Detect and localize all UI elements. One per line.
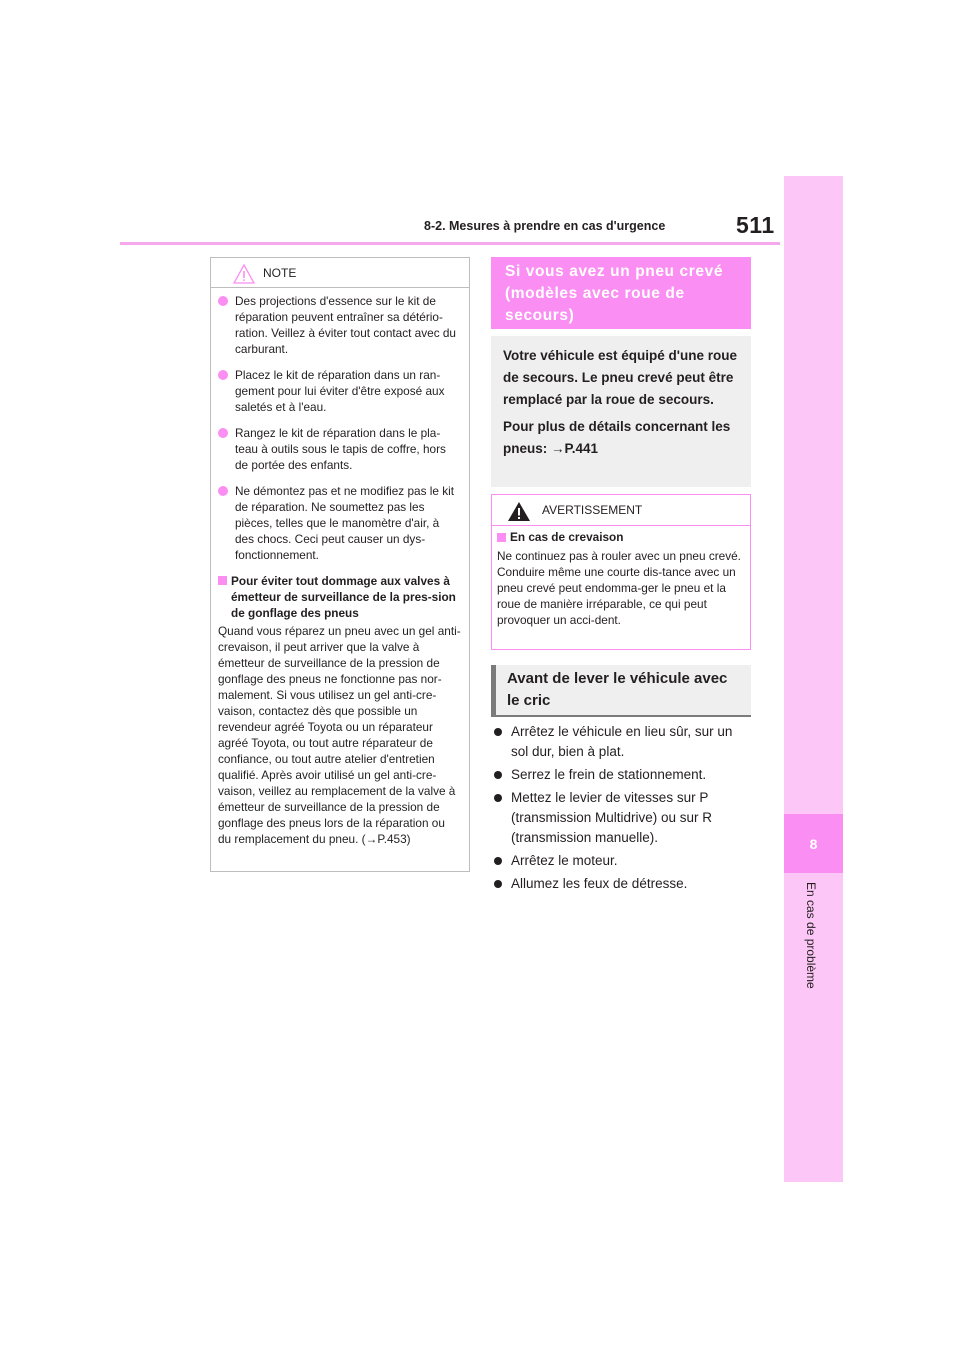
- step-text: Arrêtez le moteur.: [511, 853, 618, 868]
- note-item: [218, 293, 461, 357]
- note-item-text: Ne démontez pas et ne modifiez pas le kit de réparation. Ne soumettez pas les pièces, telles que le manomètre d'air, à des chocs. Ceci peut causer un dys-fonctionnement.: [235, 484, 455, 562]
- note-header: [211, 258, 469, 288]
- step-text: Serrez le frein de stationnement.: [511, 767, 707, 782]
- list-item: [491, 765, 753, 785]
- step-text: Arrêtez le véhicule en lieu sûr, sur un sol dur, bien à plat.: [511, 724, 733, 759]
- list-item: [491, 722, 753, 762]
- step-text: Mettez le levier de vitesses sur P (transmission Multidrive) ou sur R (transmission manuelle).: [511, 790, 713, 845]
- bullet-icon: [494, 728, 502, 736]
- note-subheading-text: Pour éviter tout dommage aux valves à émetteur de surveillance de la pres-sion de gonflage des pneus: [231, 574, 456, 620]
- warning-body: [492, 526, 750, 628]
- square-bullet-icon: [218, 576, 227, 585]
- warning-header: [492, 495, 750, 526]
- list-item: [491, 851, 753, 871]
- caution-outline-icon: [233, 264, 255, 284]
- section-header: 8-2. Mesures à prendre en cas d'urgence: [424, 219, 666, 233]
- note-item: [218, 367, 461, 415]
- step-text: Allumez les feux de détresse.: [511, 876, 688, 891]
- square-bullet-icon: [497, 533, 506, 542]
- warning-triangle-icon: [507, 501, 531, 522]
- bullet-icon: [218, 370, 228, 380]
- bullet-icon: [218, 486, 228, 496]
- bullet-icon: [218, 296, 228, 306]
- spare-section-heading: Si vous avez un pneu crevé (modèles avec roue de secours): [491, 257, 751, 329]
- warning-subheading-text: En cas de crevaison: [510, 530, 624, 544]
- warning-subheading: [497, 529, 744, 546]
- bullet-icon: [494, 880, 502, 888]
- note-box: [210, 257, 470, 872]
- warning-title: AVERTISSEMENT: [542, 503, 643, 517]
- warning-box: [491, 494, 751, 650]
- side-tab-label: En cas de problème: [804, 882, 818, 989]
- list-item: [491, 874, 753, 894]
- bullet-icon: [494, 794, 502, 802]
- header-rule: [120, 242, 780, 245]
- bullet-icon: [218, 428, 228, 438]
- note-title: NOTE: [263, 266, 297, 280]
- spare-info-line: Votre véhicule est équipé d'une roue de secours. Le pneu crevé peut être remplacé par la roue de secours.: [503, 348, 738, 407]
- spare-info-box: [491, 336, 751, 487]
- jack-steps-list: [491, 722, 753, 897]
- side-tab: [784, 176, 843, 1182]
- list-item: [491, 788, 753, 848]
- bullet-icon: [494, 771, 502, 779]
- note-subheading: [218, 573, 461, 621]
- side-tab-number: 8: [784, 814, 843, 873]
- note-item: [218, 483, 461, 563]
- page-number: 511: [736, 212, 775, 238]
- note-item: [218, 425, 461, 473]
- note-paragraph: Quand vous réparez un pneu avec un gel anti-crevaison, il peut arriver que la valve à émetteur de surveillance de la pression de gonflage des pneus ne fonctionne pas nor-malement. Si vous utilisez un gel anti-cre-vaison, contactez dès que possible un revendeur agréé Toyota ou un réparateur agréé Toyota, ou tout autre réparateur de confiance, ou tout autre atelier d'entretien qualifié. Après avoir utilisé un gel anti-cre-vaison, veillez au remplacement de la valve à émetteur de surveillance de la pression de gonflage des pneus lors de la réparation ou du remplacement du pneu. (→P.453): [218, 624, 461, 846]
- note-item-text: Rangez le kit de réparation dans le pla-teau à outils sous le tapis de coffre, hors de portée des enfants.: [235, 426, 446, 472]
- bullet-icon: [494, 857, 502, 865]
- note-item-text: Placez le kit de réparation dans un ran-gement pour lui éviter d'être exposé aux saletés et à l'eau.: [235, 368, 445, 414]
- warning-paragraph: Ne continuez pas à rouler avec un pneu crevé. Conduire même une courte dis-tance avec un pneu crevé peut endomma-ger le pneu et la roue de manière irréparable, ce qui peut provoquer un acci-dent.: [497, 549, 741, 627]
- note-item-text: Des projections d'essence sur le kit de réparation peuvent entraîner sa détério-ration. Veillez à éviter tout contact avec du carburant.: [235, 294, 456, 356]
- spare-info-line: Pour plus de détails concernant les pneus: →P.441: [503, 419, 731, 456]
- note-body: [211, 288, 469, 847]
- jack-section-heading: Avant de lever le véhicule avec le cric: [491, 665, 751, 717]
